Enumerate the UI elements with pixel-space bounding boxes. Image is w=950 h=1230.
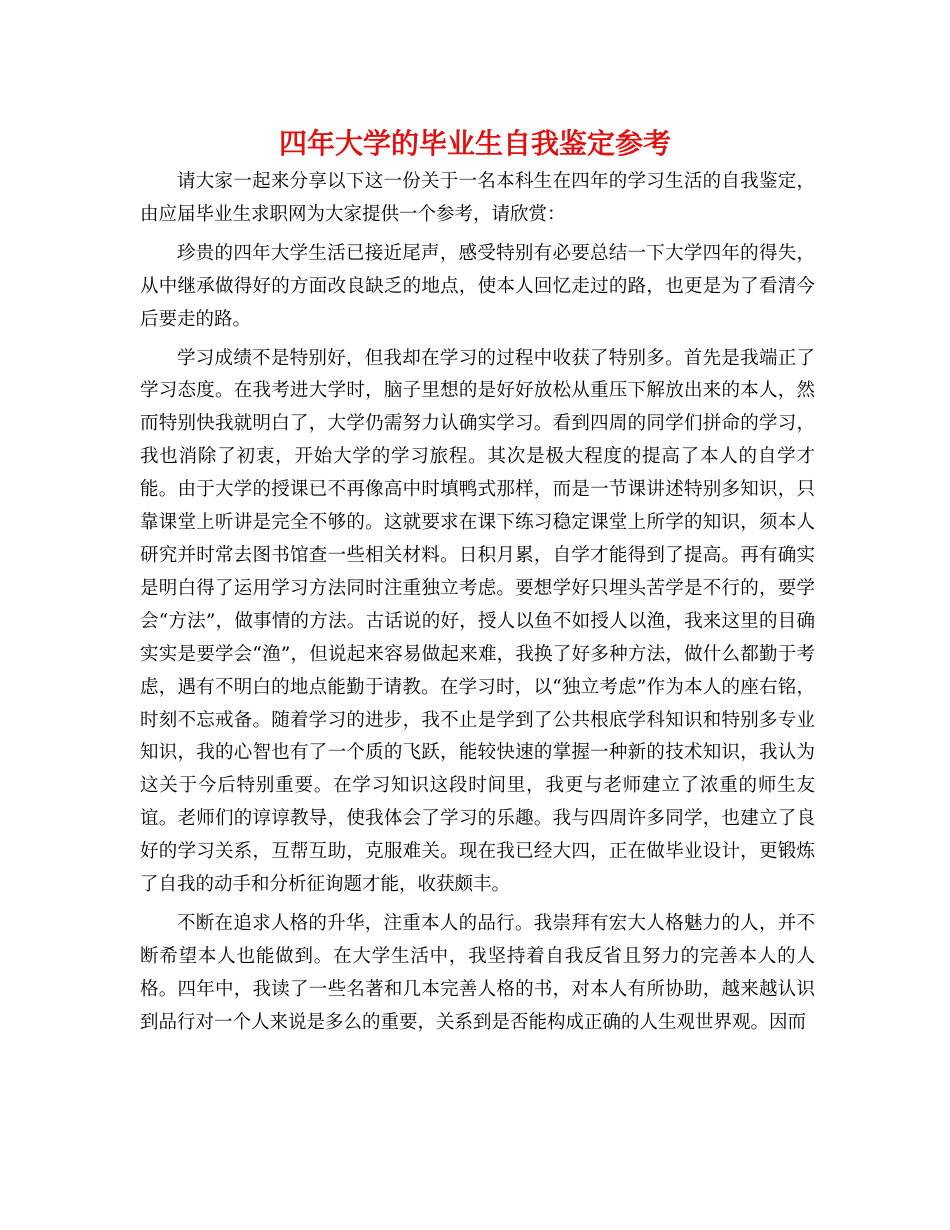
paragraph-study: 学习成绩不是特别好，但我却在学习的过程中收获了特别多。首先是我端正了学习态度。在我考进大学时，脑子里想的是好好放松从重压下解放出来的本人，然而特别快我就明白了，大学仍需努力认确实学习。看到四周的同学们拼命的学习，我也消除了初衷，开始大学的学习旅程。其次是极大程度的提高了本人的自学才能。由于大学的授课已不再像高中时填鸭式那样，而是一节课讲述特别多知识，只靠课堂上听讲是完全不够的。这就要求在课下练习稳定课堂上所学的知识，须本人研究并时常去图书馆查一些相关材料。日积月累，自学才能得到了提高。再有确实是明白得了运用学习方法同时注重独立考虑。要想学好只埋头苦学是不行的，要学会“方法”，做事情的方法。古话说的好，授人以鱼不如授人以渔，我来这里的目确实实是要学会“渔”，但说起来容易做起来难，我换了好多种方法，做什么都勤于考虑，遇有不明白的地点能勤于请教。在学习时，以“独立考虑”作为本人的座右铭，时刻不忘戒备。随着学习的进步，我不止是学到了公共根底学科知识和特别多专业知识，我的心智也有了一个质的飞跃，能较快速的掌握一种新的技术知识，我认为这关于今后特别重要。在学习知识这段时间里，我更与老师建立了浓重的师生友谊。老师们的谆谆教导，使我体会了学习的乐趣。我与四周许多同学，也建立了良好的学习关系，互帮互助，克服难关。现在我已经大四，正在做毕业设计，更锻炼了自我的动手和分析征询题才能，收获颇丰。 (140, 347, 815, 896)
paragraph-opening: 珍贵的四年大学生活已接近尾声，感受特别有必要总结一下大学四年的得失，从中继承做得好的方面改良缺乏的地点，使本人回忆走过的路，也更是为了看清今后要走的路。 (140, 242, 815, 330)
paragraph-character: 不断在追求人格的升华，注重本人的品行。我崇拜有宏大人格魅力的人，并不断希望本人也能做到。在大学生活中，我坚持着自我反省且努力的完善本人的人格。四年中，我读了一些名著和几本完善人格的书，对本人有所协助，越来越认识到品行对一个人来说是多么的重要，关系到是否能构成正确的人生观世界观。因而 (140, 912, 815, 1033)
paragraph-intro: 请大家一起来分享以下这一份关于一名本科生在四年的学习生活的自我鉴定，由应届毕业生求职网为大家提供一个参考，请欣赏： (140, 171, 815, 225)
document-title: 四年大学的毕业生自我鉴定参考 (278, 127, 671, 160)
document-body (140, 166, 815, 1040)
